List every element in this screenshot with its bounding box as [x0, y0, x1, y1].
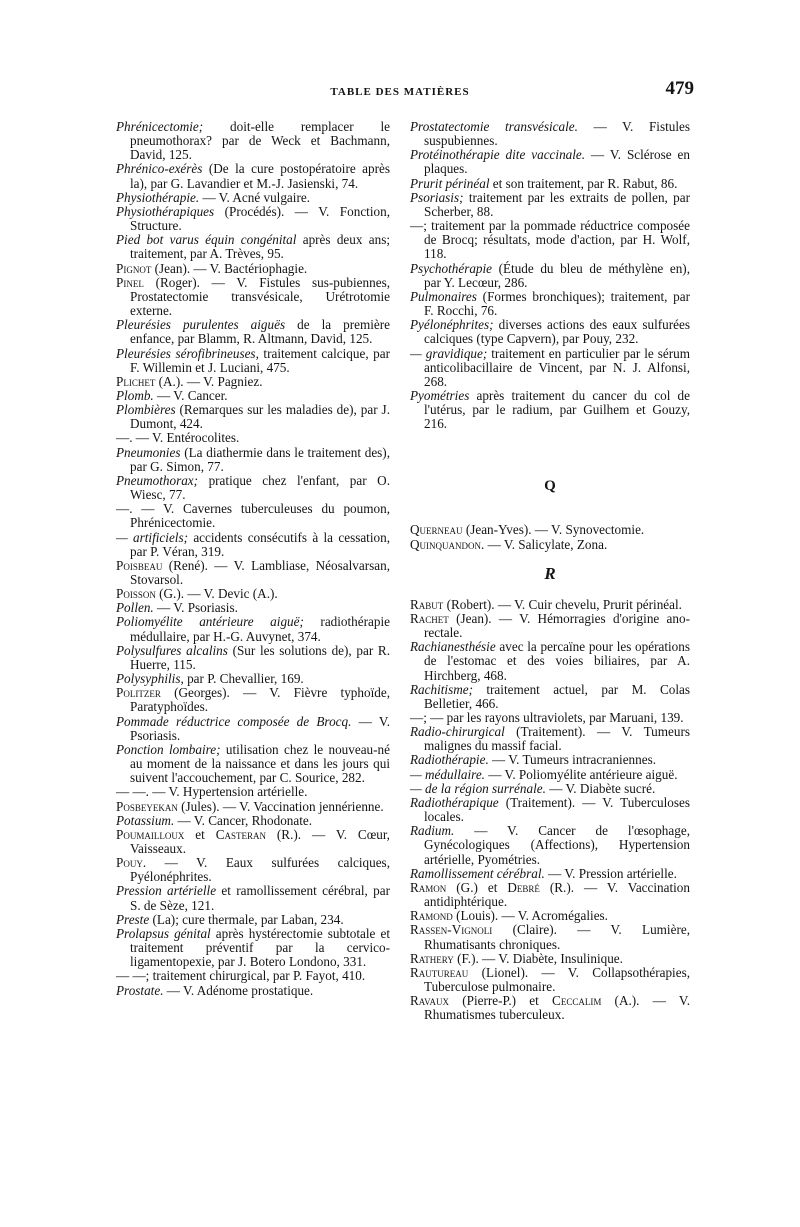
index-entry: [116, 318, 390, 346]
page-header: [0, 76, 800, 106]
index-term: Psoriasis;: [410, 189, 464, 205]
index-entry: [116, 233, 390, 261]
entry-text: — V. Psoriasis.: [153, 600, 238, 616]
entry-text: — V. Diabète sucré.: [545, 780, 656, 796]
index-entry: [116, 686, 390, 714]
entry-text: (G.) et: [446, 879, 508, 895]
index-entry: [410, 598, 690, 612]
index-term: Pneumothorax;: [116, 472, 199, 488]
entry-text: — V. Salicylate, Zona.: [484, 536, 608, 552]
entry-text: (Jean-Yves). — V. Synovectomie.: [462, 522, 645, 538]
entry-text: — V. Psoriasis.: [130, 713, 390, 743]
entry-text: et son traitement, par R. Rabut, 86.: [489, 175, 678, 191]
index-term: Polysulfures alcalins: [116, 642, 228, 658]
entry-text: — V. Cancer, Rhodonate.: [174, 812, 313, 828]
entry-text: (Pierre-P.) et: [448, 993, 553, 1009]
index-entry: [116, 474, 390, 502]
index-entry: [116, 856, 390, 884]
entry-text: (Louis). — V. Acromégalies.: [452, 908, 608, 924]
entry-text: (Étude du bleu de méthylène en), par Y. Lecœur, 286.: [424, 260, 690, 290]
entry-text: — —. — V. Hypertension artérielle.: [116, 784, 308, 800]
entry-text: (Jean). — V. Bactériophagie.: [151, 260, 308, 276]
entry-text: —; traitement par la pommade réductrice composée de Brocq; résultats, mode d'action, par H. Wolf, 118.: [410, 218, 690, 262]
author-name: Pinel: [116, 274, 144, 290]
index-term: — artificiels;: [116, 529, 188, 545]
entry-text: avec la percaïne pour les opérations de l'estomac et des voies biliaires, par A. Hirchberg, 468.: [424, 639, 690, 683]
entry-text: —; — par les rayons ultraviolets, par Maruani, 139.: [410, 710, 684, 725]
right-column: [410, 120, 690, 1022]
entry-text: — V. Poliomyélite antérieure aiguë.: [484, 766, 678, 782]
author-name: Rathery: [410, 950, 454, 966]
entry-text: (Remarques sur les maladies de), par J. Dumont, 424.: [130, 402, 390, 432]
index-entry: [410, 318, 690, 346]
entry-text: — V. Eaux sulfurées calciques, Pyélonéphrites.: [130, 855, 390, 885]
entry-text: (R.). — V. Vaccination antidiphtérique.: [424, 879, 690, 910]
entry-text: (F.). — V. Diabète, Insulinique.: [453, 950, 623, 966]
index-term: — médullaire.: [410, 766, 485, 782]
entry-text: —. — V. Entérocolites.: [116, 430, 240, 446]
index-entry: [116, 644, 390, 672]
index-term: Phrénico-exérès: [116, 161, 203, 177]
q-entries: [410, 523, 690, 551]
index-term: Pied bot varus équin congénital: [116, 232, 297, 248]
entry-text: (Claire). — V. Lumière, Rhumatisants chroniques.: [424, 922, 690, 952]
index-term: Ramollissement cérébral.: [410, 865, 545, 881]
index-term: Radiothérapique: [410, 794, 499, 810]
index-entry: [116, 984, 390, 998]
index-entry: [410, 290, 690, 318]
entry-text: (Traitement). — V. Tumeurs malignes du massif facial.: [424, 724, 690, 754]
index-term: Psychothérapie: [410, 260, 493, 276]
entry-text: — V. Cancer.: [153, 387, 228, 403]
index-term: — de la région surrénale.: [410, 780, 546, 796]
entry-text: (La diathermie dans le traitement des), par G. Simon, 77.: [130, 444, 390, 474]
entry-text: (G.). — V. Devic (A.).: [155, 586, 278, 602]
index-entry: [410, 824, 690, 866]
entry-text: — —; traitement chirurgical, par P. Fayot, 410.: [116, 968, 366, 984]
entry-text: et ramollissement cérébral, par S. de Sèze, 121.: [130, 883, 390, 913]
index-entry: [410, 523, 690, 537]
entry-text: (La); cure thermale, par Laban, 234.: [149, 911, 344, 927]
index-term: Rachitisme;: [410, 681, 473, 697]
index-entry: [410, 177, 690, 191]
entry-text: — V. Tumeurs intracraniennes.: [488, 752, 657, 768]
author-name: Posbeyekan: [116, 798, 178, 814]
entry-text: (Robert). — V. Cuir chevelu, Prurit périnéal.: [443, 596, 682, 612]
author-name: Poisbeau: [116, 557, 163, 573]
entry-text: — V. Fistules suspubiennes.: [424, 119, 691, 149]
author-name: Querneau: [410, 522, 463, 538]
author-name: Poumailloux: [116, 826, 185, 842]
author-name: Poisson: [116, 586, 156, 602]
index-term: Ponction lombaire;: [116, 741, 221, 757]
index-term: Rachianesthésie: [410, 639, 496, 655]
index-entry: [410, 725, 690, 753]
p-entries: [410, 120, 690, 431]
index-term: Poliomyélite antérieure aiguë;: [116, 614, 304, 630]
page-number: 479: [665, 78, 694, 99]
index-term: Physiothérapie.: [116, 189, 200, 205]
entry-text: traitement calcique, par F. Willemin et J. Luciani, 475.: [130, 345, 391, 375]
index-entry: [410, 148, 690, 176]
entry-text: accidents consécutifs à la cessation, par P. Véran, 319.: [130, 529, 390, 559]
entry-text: (Jules). — V. Vaccination jennérienne.: [177, 798, 384, 814]
index-term: Plomb.: [116, 387, 154, 403]
index-term: Pneumonies: [116, 444, 181, 460]
entry-text: (Formes bronchiques); traitement, par F. Rocchi, 76.: [424, 288, 690, 319]
index-entry: [116, 120, 390, 162]
index-entry: [410, 347, 690, 389]
index-entry: [410, 923, 690, 951]
index-entry: [116, 672, 390, 686]
index-term: — gravidique;: [410, 345, 488, 361]
entry-text: utilisation chez le nouveau-né au moment de la naissance et dans les jours qui suivent l'accouchement, par C. Sourice, 282.: [130, 741, 390, 786]
index-entry: [410, 753, 690, 767]
index-entry: [410, 867, 690, 881]
entry-text: (R.). — V. Cœur, Vaisseaux.: [130, 826, 390, 856]
index-entry: [116, 347, 390, 375]
entry-text: (Traitement). — V. Tuberculoses locales.: [424, 794, 690, 825]
entry-text: (Procédés). — V. Fonction, Structure.: [130, 203, 390, 234]
entry-text: traitement actuel, par M. Colas Belletier, 466.: [424, 681, 690, 711]
index-term: Physiothérapiques: [116, 203, 215, 219]
index-entry: [410, 120, 690, 148]
entry-text: (A.). — V. Pagniez.: [155, 373, 263, 389]
index-entry: [116, 927, 390, 969]
entry-text: après deux ans; traitement, par A. Trèves, 95.: [130, 232, 390, 262]
index-entry: [116, 205, 390, 233]
index-term: Radium.: [410, 823, 455, 839]
entry-text: radiothérapie médullaire, par H.-G. Auvynet, 374.: [130, 614, 390, 644]
entry-text: — V. Sclérose en plaques.: [424, 147, 690, 177]
author-name: Rachet: [410, 610, 449, 626]
entry-text: et: [184, 826, 216, 842]
index-term: Radiothérapie.: [410, 752, 489, 768]
index-entry: [116, 403, 390, 431]
index-term: Preste: [116, 911, 150, 927]
index-entry: [410, 219, 690, 261]
index-entry: [116, 431, 390, 445]
entry-text: (Georges). — V. Fièvre typhoïde, Paratyphoïdes.: [130, 685, 390, 715]
author-name: Ramon: [410, 879, 447, 895]
entry-text: de la première enfance, par Blamm, R. Altmann, David, 125.: [130, 317, 390, 347]
index-term: Pleurésies purulentes aiguës: [116, 317, 286, 333]
index-entry: [116, 800, 390, 814]
entry-text: après traitement du cancer du col de l'utérus, par le radium, par Guilhem et Gouzy, 216.: [424, 387, 690, 432]
index-term: Plombières: [116, 402, 176, 418]
section-heading-r: R: [544, 563, 556, 583]
index-entry: [116, 262, 390, 276]
author-name: Ceccalim: [552, 993, 602, 1009]
entry-text: —. — V. Cavernes tuberculeuses du poumon, Phrénicectomie.: [116, 501, 390, 531]
entry-text: traitement en particulier par le sérum anticolibacillaire de Vincent, par N. J. Alfonsi, 268.: [424, 345, 690, 389]
index-term: Protéinothérapie dite vaccinale.: [410, 147, 586, 163]
index-entry: [116, 814, 390, 828]
entry-text: (Sur les solutions de), par R. Huerre, 115.: [130, 642, 391, 672]
entry-text: (De la cure postopératoire après la), par G. Lavandier et M.-J. Jasienski, 74.: [130, 161, 390, 191]
r-entries: [410, 598, 690, 1023]
index-entry: [116, 531, 390, 559]
entry-text: (René). — V. Lambliase, Néosalvarsan, Stovarsol.: [130, 557, 390, 587]
index-term: Pression artérielle: [116, 883, 217, 899]
index-entry: [410, 952, 690, 966]
author-name: Pouy.: [116, 855, 147, 871]
index-entry: [116, 913, 390, 927]
author-name: Politzer: [116, 685, 161, 701]
entry-text: (Roger). — V. Fistules sus-pubiennes, Prostatectomie transvésicale, Urétrotomie externe.: [130, 274, 390, 319]
index-entry: [116, 615, 390, 643]
author-name: Rautureau: [410, 964, 469, 980]
index-entry: [116, 884, 390, 912]
author-name: Rassen-Vignoli: [410, 922, 493, 938]
index-entry: [410, 796, 690, 824]
index-term: Prostate.: [116, 982, 164, 998]
index-term: Pyométries: [410, 387, 470, 403]
index-entry: [116, 162, 390, 190]
entry-text: traitement par les extraits de pollen, par Scherber, 88.: [424, 189, 690, 219]
entry-text: par P. Chevallier, 169.: [183, 671, 304, 687]
author-name: Quinquandon.: [410, 536, 485, 552]
author-name: Pignot: [116, 260, 152, 276]
author-name: Plichet: [116, 373, 156, 389]
entry-text: doit-elle remplacer le pneumothorax? par de Weck et Bachmann, David, 125.: [130, 119, 390, 163]
index-term: Prolapsus génital: [116, 925, 211, 941]
index-entry: [116, 502, 390, 530]
author-name: Ramond: [410, 908, 453, 924]
section-heading-q: Q: [544, 478, 556, 495]
index-entry: [410, 640, 690, 682]
index-entry: [116, 375, 390, 389]
index-entry: [410, 881, 690, 909]
index-term: Polysyphilis,: [116, 671, 184, 687]
index-entry: [116, 969, 390, 983]
index-entry: [410, 994, 690, 1022]
index-entry: [116, 743, 390, 785]
index-term: Prostatectomie transvésicale.: [410, 119, 578, 134]
index-term: Phrénicectomie;: [116, 119, 204, 134]
index-entry: [116, 191, 390, 205]
author-name: Debré: [507, 879, 540, 895]
entry-text: pratique chez l'enfant, par O. Wiesc, 77.: [130, 472, 390, 503]
entry-text: (A.). — V. Rhumatismes tuberculeux.: [424, 993, 690, 1023]
index-term: Prurit périnéal: [410, 175, 490, 191]
index-entry: [116, 276, 390, 318]
running-title: TABLE DES MATIÈRES: [330, 86, 470, 98]
entry-text: — V. Adénome prostatique.: [163, 982, 314, 998]
index-entry: [410, 262, 690, 290]
index-entry: [410, 966, 690, 994]
index-entry: [410, 768, 690, 782]
index-entry: [410, 782, 690, 796]
left-column: [116, 120, 390, 998]
index-term: Pleurésies sérofibrineuses,: [116, 345, 259, 361]
index-term: Pyélonéphrites;: [410, 317, 494, 333]
index-entry: [116, 446, 390, 474]
index-entry: [410, 909, 690, 923]
author-name: Casteran: [215, 826, 266, 842]
index-entry: [116, 559, 390, 587]
index-term: Pollen.: [116, 600, 154, 616]
index-entry: [410, 389, 690, 431]
entry-text: (Lionel). — V. Collapsothérapies, Tuberculose pulmonaire.: [424, 964, 690, 994]
index-entry: [410, 538, 690, 552]
index-entry: [410, 711, 690, 725]
index-entry: [410, 191, 690, 219]
entry-text: — V. Cancer de l'œsophage, Gynécologiques (Affections), Hypertension artérielle, Pyométries.: [424, 823, 690, 867]
index-term: Potassium.: [116, 812, 175, 828]
index-term: Radio-chirurgical: [410, 724, 505, 740]
entry-text: (Jean). — V. Hémorragies d'origine ano-rectale.: [424, 610, 690, 641]
index-entry: [116, 785, 390, 799]
entry-text: diverses actions des eaux sulfurées calciques (type Capvern), par Pouy, 232.: [424, 317, 690, 347]
index-entry: [116, 389, 390, 403]
index-entry: [410, 612, 690, 640]
entry-text: après hystérectomie subtotale et traitement préventif par la cervico-ligamentopexie, par J. Botero Londono, 331.: [130, 925, 390, 970]
author-name: Rabut: [410, 596, 444, 612]
entry-text: — V. Pression artérielle.: [544, 865, 677, 881]
index-entry: [116, 715, 390, 743]
index-entry: [116, 587, 390, 601]
index-entry: [116, 828, 390, 856]
author-name: Ravaux: [410, 993, 449, 1009]
index-term: Pulmonaires: [410, 288, 477, 304]
index-entry: [410, 683, 690, 711]
index-term: Pommade réductrice composée de Brocq.: [116, 713, 352, 729]
entry-text: — V. Acné vulgaire.: [199, 189, 310, 205]
index-entry: [116, 601, 390, 615]
